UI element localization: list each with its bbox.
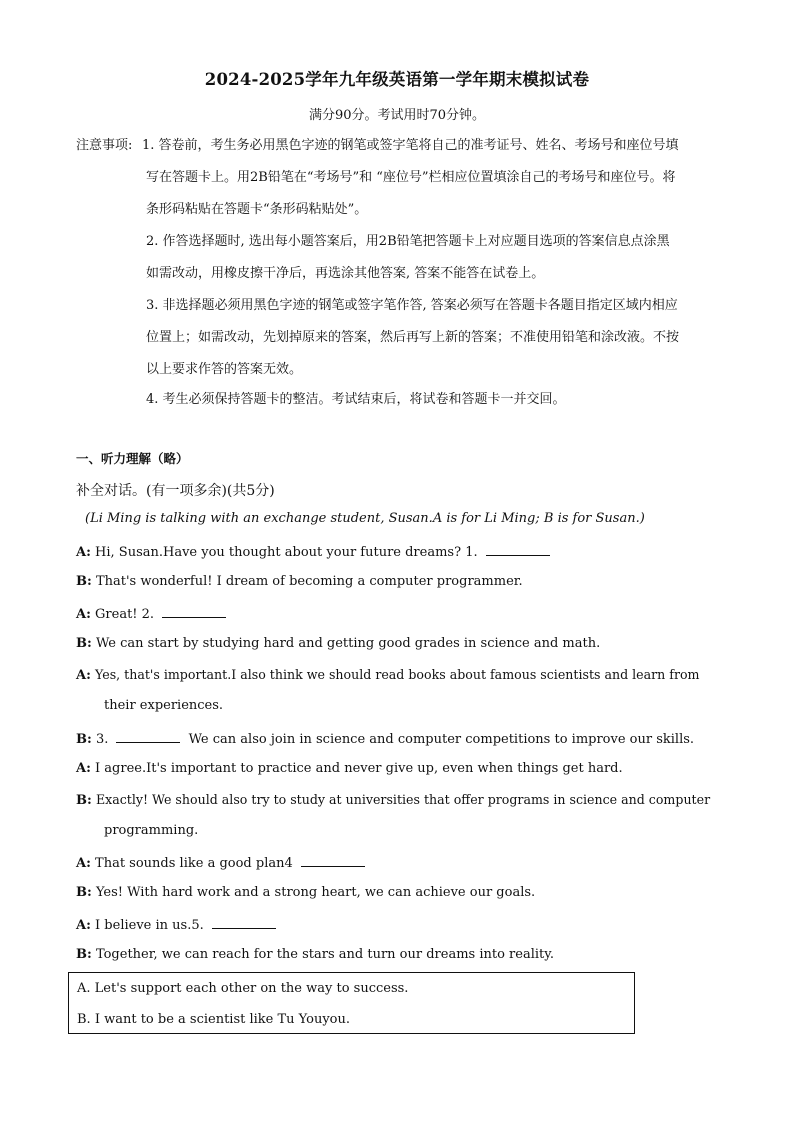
dialogue-line — [76, 605, 230, 622]
speaker-label: B: — [76, 636, 92, 651]
option-a: A. Let's support each other on the way to success. — [77, 981, 409, 996]
dialogue-line-continued — [104, 698, 223, 713]
line-text: Yes! With hard work and a strong heart, we can achieve our goals. — [95, 885, 536, 900]
notes-label: 注意事项: — [76, 138, 133, 153]
note-line: 条形码粘贴在答题卡“条形码粘贴处”。 — [146, 202, 368, 217]
line-text: Yes, that's important.I also think we should read books about famous scientists and learn from — [95, 667, 700, 682]
speaker-label: A: — [76, 545, 91, 560]
speaker-label: A: — [76, 607, 91, 622]
note-line: 1. 答卷前，考生务必用黑色字迹的钢笔或签字笔将自己的准考证号、姓名、考场号和座位号填 — [142, 138, 679, 153]
dialogue-line — [76, 916, 280, 933]
dialogue-line — [76, 574, 523, 589]
note-line: 3. 非选择题必须用黑色字迹的钢笔或签字笔作答, 答案必须写在答题卡各题目指定区域内相应 — [146, 298, 678, 313]
option-b: B. I want to be a scientist like Tu Youyou. — [77, 1012, 351, 1027]
line-text: We can start by studying hard and getting good grades in science and math. — [95, 636, 601, 651]
dialogue-line-continued — [104, 823, 198, 838]
dialogue-line — [76, 761, 623, 776]
speaker-label: B: — [76, 574, 92, 589]
page-title: 2024-2025学年九年级英语第一学年期末模拟试卷 — [204, 70, 590, 89]
line-text: Hi, Susan.Have you thought about your future dreams? 1. — [95, 545, 478, 560]
speaker-label: A: — [76, 856, 91, 871]
speaker-label: B: — [76, 793, 92, 808]
line-text: Exactly! We should also try to study at universities that offer programs in science and computer — [95, 792, 711, 807]
note-line: 如需改动，用橡皮擦干净后，再选涂其他答案, 答案不能答在试卷上。 — [146, 266, 545, 281]
speaker-label: B: — [76, 732, 92, 747]
line-text: 3. — [95, 732, 109, 747]
dialogue-line — [76, 730, 694, 747]
speaker-label: A: — [76, 918, 91, 933]
section-heading: 一、听力理解（略） — [76, 451, 189, 466]
line-text: Together, we can reach for the stars and turn our dreams into reality. — [95, 947, 554, 962]
line-text: That's wonderful! I dream of becoming a computer programmer. — [95, 574, 523, 589]
line-text: their experiences. — [104, 698, 224, 713]
exam-info: 满分90分。考试用时70分钟。 — [308, 108, 486, 123]
answer-blank[interactable] — [116, 730, 180, 743]
speaker-label: A: — [76, 761, 91, 776]
line-text: I believe in us.5. — [95, 918, 204, 933]
line-text: I agree.It's important to practice and never give up, even when things get hard. — [95, 761, 623, 776]
line-text: That sounds like a good plan4 — [95, 856, 293, 871]
answer-blank[interactable] — [301, 854, 365, 867]
options-box — [68, 972, 635, 1034]
note-line: 2. 作答选择题时, 选出每小题答案后，用2B铅笔把答题卡上对应题目选项的答案信息点涂黑 — [146, 234, 670, 249]
answer-blank[interactable] — [162, 605, 226, 618]
dialogue-line — [76, 947, 554, 962]
answer-blank[interactable] — [486, 543, 550, 556]
dialogue-line — [76, 636, 600, 651]
speaker-label: A: — [76, 668, 91, 683]
note-line: 4. 考生必须保持答题卡的整洁。考试结束后，将试卷和答题卡一并交回。 — [146, 392, 566, 407]
line-text: Great! 2. — [95, 607, 155, 622]
speaker-label: B: — [76, 947, 92, 962]
dialogue-line — [76, 885, 535, 900]
line-text: programming. — [104, 823, 199, 838]
speaker-label: B: — [76, 885, 92, 900]
line-text: We can also join in science and computer competitions to improve our skills. — [188, 732, 695, 747]
task-title: 补全对话。(有一项多余)(共5分) — [76, 483, 275, 499]
note-line: 写在答题卡上。用2B铅笔在“考场号”和 “座位号”栏相应位置填涂自己的考场号和座位号。将 — [146, 170, 676, 185]
note-line: 位置上；如需改动，先划掉原来的答案，然后再写上新的答案；不准使用铅笔和涂改液。不按 — [146, 330, 680, 345]
dialogue-line — [76, 667, 700, 683]
note-line: 以上要求作答的答案无效。 — [146, 362, 303, 377]
dialogue-context: (Li Ming is talking with an exchange student, Susan.A is for Li Ming; B is for Susan.) — [85, 511, 645, 526]
dialogue-line — [76, 543, 554, 560]
dialogue-line — [76, 792, 710, 808]
answer-blank[interactable] — [212, 916, 276, 929]
dialogue-line — [76, 854, 369, 871]
